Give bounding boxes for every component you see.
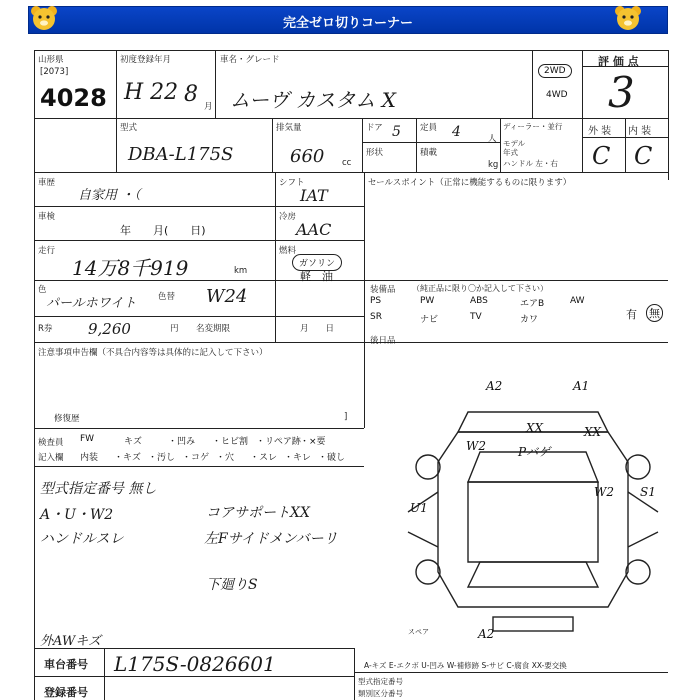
history-value: 自家用 ・（	[78, 188, 141, 203]
recycle-value: 9,260	[88, 320, 131, 338]
model-value: DBA-L175S	[128, 144, 234, 165]
int-label: 内 装	[628, 126, 652, 137]
car-name-value: ムーヴ カスタム X	[230, 88, 396, 112]
handwritten-note-3: コアサポートXX	[206, 505, 310, 521]
equipment-item-0: PS	[370, 296, 382, 306]
shape-label: 形状	[366, 148, 384, 158]
load-label: 積載	[420, 148, 438, 158]
equipment-extra-yes: 有	[626, 308, 637, 321]
diagram-legend: A-キズ E-エクボ U-凹み W-補修跡 S-サビ C-腐食 XX-要交換	[364, 661, 567, 670]
inspection-value: 年 月( 日)	[120, 224, 206, 237]
inspection-label: 車検	[38, 212, 56, 222]
banner-bar	[28, 6, 668, 34]
inspector-check-b-5: ・スレ	[250, 453, 278, 463]
banner-title: 完全ゼロ切りコーナー	[282, 16, 413, 31]
inspector-check-b-0: 内装	[80, 453, 99, 463]
load-unit: kg	[488, 160, 499, 170]
equipment-item-b-1: ナビ	[420, 315, 439, 325]
bear-mascot-icon	[28, 4, 60, 32]
cc-label: 排気量	[276, 123, 302, 133]
inspector-check-0: FW	[80, 434, 95, 444]
mileage-label: 走行	[38, 246, 56, 256]
aircon-value: AAC	[296, 220, 332, 239]
equipment-item-1: PW	[420, 296, 435, 306]
seats-value: 4	[452, 124, 461, 140]
equipment-item-4: AW	[570, 296, 585, 306]
drive-4wd: 4WD	[546, 90, 568, 100]
tax-value: 月 日	[300, 324, 335, 334]
inspector-check-5: ・×要	[300, 437, 326, 447]
cc-value: 660	[290, 146, 325, 167]
vin-value: L175S-0826601	[114, 652, 276, 676]
diagram-mark-w2-left: W2	[466, 439, 486, 453]
handwritten-note-1: A・U・W2	[40, 507, 114, 523]
car-damage-diagram	[398, 372, 668, 642]
reg-month-unit: 月	[204, 102, 213, 112]
inspector-check-3: ・ヒビ割	[212, 437, 249, 447]
color-value: パールホワイト	[46, 296, 137, 311]
doors-value: 5	[392, 124, 401, 140]
prefecture-label: 山形県	[38, 55, 64, 65]
diagram-mark-a2-bottom: A2	[478, 627, 495, 641]
reg-year-value: H 22	[124, 80, 179, 105]
repair-label: 修復歴	[54, 414, 80, 424]
diagram-mark-xx-front: XX	[526, 421, 544, 435]
reg-year-label: 初度登録年月	[120, 55, 172, 65]
inspector-check-4: ・リペア跡	[256, 437, 301, 447]
reg-number-label: 登録番号	[44, 686, 88, 699]
recycle-unit: 円	[170, 324, 179, 334]
fuel-label: 燃料	[279, 246, 297, 256]
inspector-check-b-6: ・キレ	[284, 453, 311, 463]
diagram-mark-w2-right: W2	[594, 485, 614, 499]
fuel-value: ガソリン	[292, 254, 342, 271]
code-label-2: 類別区分番号	[358, 689, 403, 698]
ext-grade: C	[592, 142, 611, 170]
handwritten-note-5: 下廻りS	[206, 577, 258, 593]
color-label: 色	[38, 285, 47, 295]
seats-label: 定員	[420, 123, 438, 133]
color-change-label: 色替	[158, 292, 176, 302]
model-label: 型式	[120, 123, 138, 133]
equipment-label: 装備品	[370, 285, 396, 295]
car-name-label: 車名・グレード	[220, 55, 280, 65]
diagram-mark-a2-top: A2	[486, 379, 503, 393]
diagram-mark-s1: S1	[640, 485, 656, 499]
color-code: W24	[206, 286, 248, 307]
shift-label: シフト	[279, 178, 305, 188]
reg-month-value: 8	[184, 82, 198, 107]
int-grade: C	[634, 142, 653, 170]
diagram-mark-pbage: Pバゲ	[518, 445, 551, 459]
inspector-check-b-2: ・汚し	[148, 453, 176, 463]
equipment-item-b-0: SR	[370, 312, 382, 322]
equipment-item-b-3: カワ	[520, 315, 539, 325]
inspector-check-b-7: ・破し	[318, 453, 346, 463]
score-value: 3	[608, 68, 635, 117]
diagram-spare-label: スペア	[408, 628, 429, 636]
lot-number: 4028	[40, 84, 107, 112]
diagram-mark-xx-right: XX	[584, 425, 602, 439]
inspector-check-b-3: ・コゲ	[182, 453, 210, 463]
history-label: 車歴	[38, 178, 56, 188]
doors-label: ドア	[366, 123, 383, 133]
fuel-sub: 軽 油	[300, 270, 333, 283]
bear-mascot-icon-right	[612, 4, 644, 32]
score-label: 評 価 点	[598, 55, 639, 68]
sales-points-label: セールスポイント（正常に機能するものに限ります）	[368, 178, 572, 188]
inspector-label-2: 記入欄	[38, 453, 64, 463]
inspector-check-2: ・凹み	[168, 437, 196, 447]
equipment-item-b-2: TV	[470, 312, 482, 322]
drive-2wd: 2WD	[538, 64, 572, 78]
cc-unit: cc	[342, 158, 352, 168]
equipment-item-2: ABS	[470, 296, 488, 306]
equipment-extra-no: 無	[646, 304, 663, 322]
after-items-label: 後日品	[370, 336, 396, 346]
seats-unit: 人	[488, 134, 497, 144]
equipment-item-3: エアB	[520, 299, 545, 309]
recycle-label: R券	[38, 324, 53, 334]
inspector-check-b-4: ・穴	[216, 453, 235, 463]
handwritten-note-2: ハンドルスレ	[40, 531, 124, 547]
inspector-label-1: 検査員	[38, 438, 64, 448]
mileage-unit: km	[234, 266, 248, 276]
tax-label: 名変期限	[196, 324, 231, 334]
mileage-value: 14万8千919	[72, 256, 189, 280]
repair-close: ]	[344, 412, 348, 422]
handwritten-note-4: 左Fサイドメンバーリ	[204, 531, 338, 547]
equipment-note: （純正品に限り〇か記入して下さい）	[412, 284, 548, 293]
shift-value: IAT	[300, 186, 328, 205]
aircon-label: 冷房	[279, 212, 297, 222]
year-label: 年式	[503, 148, 518, 157]
auction-code: [2073]	[40, 67, 69, 77]
notes-label: 注意事項申告欄（不具合内容等は具体的に記入して下さい）	[38, 348, 268, 358]
inspector-check-1: キズ	[124, 437, 142, 447]
handwritten-note-0: 型式指定番号 無し	[40, 481, 157, 497]
diagram-mark-u1: U1	[410, 501, 428, 515]
vin-label: 車台番号	[44, 658, 88, 671]
handle-label: ハンドル 左・右	[503, 159, 558, 168]
code-label-1: 型式指定番号	[358, 677, 403, 686]
inspector-check-b-1: ・キズ	[114, 453, 141, 463]
ext-label: 外 装	[588, 126, 612, 137]
bottom-left-note: 外AWキズ	[40, 634, 101, 649]
model-year-label: モデル	[503, 139, 526, 148]
diagram-mark-a1: A1	[573, 379, 590, 393]
dealer-label: ディーラー・並行	[503, 122, 563, 131]
